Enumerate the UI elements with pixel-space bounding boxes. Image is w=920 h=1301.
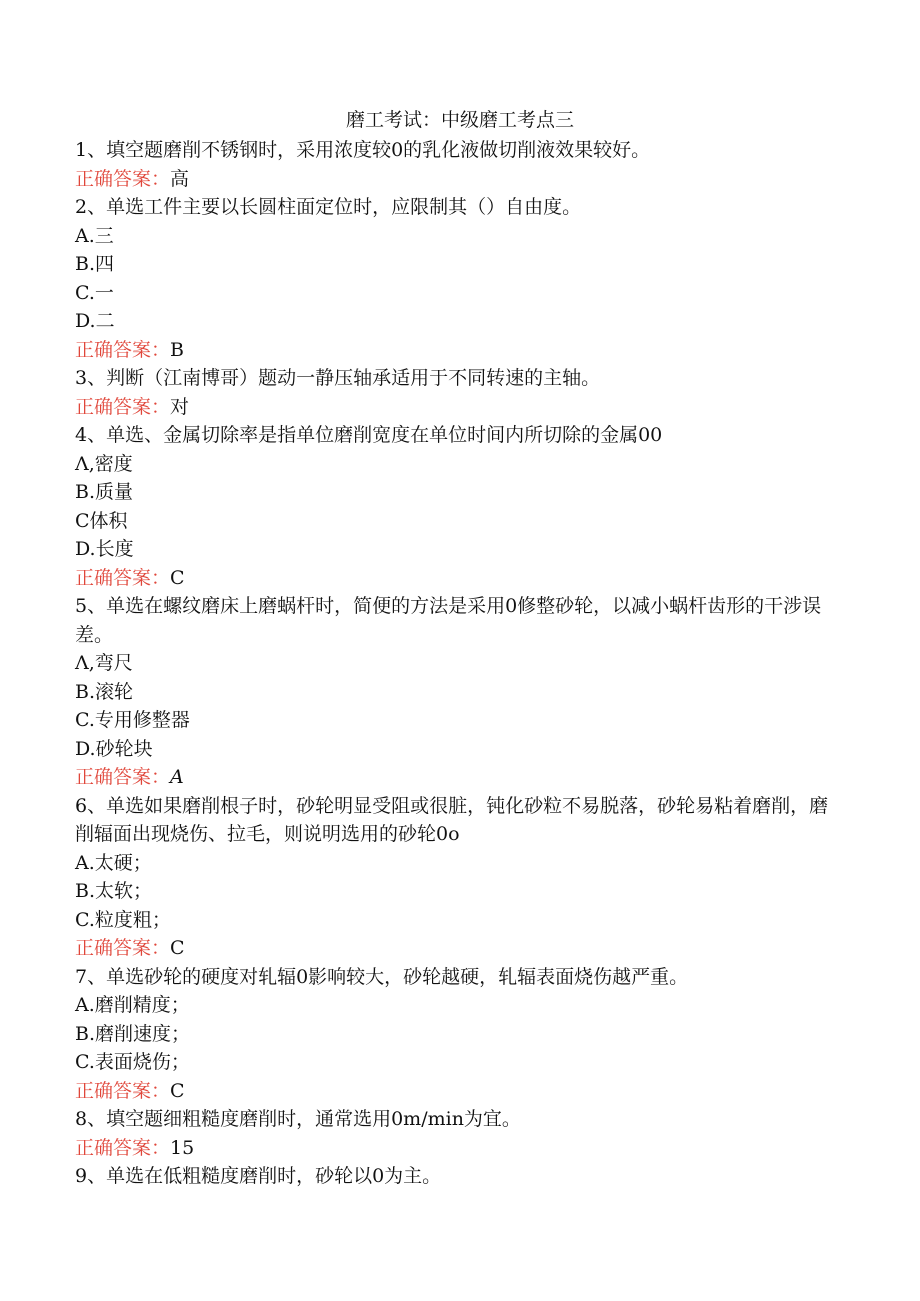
answer-label: 正确答案： <box>75 566 171 589</box>
answer-value: C <box>170 937 185 959</box>
answer-label: 正确答案： <box>75 937 171 959</box>
answer-value: 15 <box>170 1136 195 1159</box>
answer-line <box>75 564 845 593</box>
question-option: A.三 <box>75 224 114 247</box>
answer-value: 高 <box>170 167 190 190</box>
question-option: C.一 <box>75 281 114 304</box>
answer-line <box>75 934 845 963</box>
question-option: B.磨削速度； <box>75 1022 191 1045</box>
answer-value: C <box>170 566 185 589</box>
answer-label: 正确答案： <box>75 395 171 418</box>
answer-label: 正确答案： <box>75 1136 171 1159</box>
answer-label: 正确答案： <box>75 766 171 788</box>
question-option: A.磨削精度； <box>75 994 190 1016</box>
answer-value: B <box>170 338 184 361</box>
answer-label: 正确答案： <box>75 1079 171 1102</box>
question-option: B.滚轮 <box>75 680 134 703</box>
question-option: D.长度 <box>75 538 134 560</box>
answer-line <box>75 763 845 792</box>
question-option: D.二 <box>75 310 115 332</box>
question-stem: 5、单选在螺纹磨床上磨蜗杆时，简便的方法是采用0修整砂轮，以减小蜗杆齿形的干涉误差。 <box>75 595 822 646</box>
answer-value: A <box>170 766 184 788</box>
answer-value: C <box>170 1079 185 1102</box>
question-stem: 6、单选如果磨削根子时，砂轮明显受阻或很脏，钝化砂粒不易脱落，砂轮易粘着磨削，磨削辐面出现烧伤、拉毛，则说明选用的砂轮0o <box>75 794 829 845</box>
question-stem: 8、填空题细粗糙度磨削时，通常选用0m/min为宜。 <box>75 1108 521 1130</box>
question-option: C.专用修整器 <box>75 709 190 731</box>
question-option: B.四 <box>75 253 115 275</box>
answer-label: 正确答案： <box>75 338 171 361</box>
question-option: C体积 <box>75 509 128 532</box>
answer-line <box>75 1134 845 1163</box>
question-stem: 3、判断（江南博哥）题动一静压轴承适用于不同转速的主轴。 <box>75 367 601 389</box>
question-option: A.太硬； <box>75 851 152 874</box>
question-option: B.太软； <box>75 880 153 902</box>
answer-label: 正确答案： <box>75 167 171 190</box>
question-option: D.砂轮块 <box>75 737 153 760</box>
question-option: Λ,密度 <box>75 452 133 475</box>
answer-line <box>75 336 845 365</box>
question-stem: 2、单选工件主要以长圆柱面定位时，应限制其（）自由度。 <box>75 196 582 218</box>
question-stem: 9、单选在低粗糙度磨削时，砂轮以0为主。 <box>75 1165 442 1187</box>
answer-line <box>75 1077 845 1106</box>
question-stem: 4、单选、金属切除率是指单位磨削宽度在单位时间内所切除的金属00 <box>75 424 663 446</box>
question-stem: 1、填空题磨削不锈钢时，采用浓度较0的乳化液做切削液效果较好。 <box>75 139 651 161</box>
document-title: 磨工考试：中级磨工考点三 <box>345 109 574 131</box>
answer-value: 对 <box>170 395 190 418</box>
question-stem: 7、单选砂轮的硬度对轧辐0影响较大，砂轮越硬，轧辐表面烧伤越严重。 <box>75 965 689 988</box>
question-list <box>75 136 845 1191</box>
question-option: Λ,弯尺 <box>75 652 133 674</box>
question-option: C.表面烧伤； <box>75 1051 190 1073</box>
answer-line <box>75 165 845 194</box>
question-option: C.粒度粗； <box>75 908 171 931</box>
question-option: B.质量 <box>75 481 134 503</box>
answer-line <box>75 393 845 422</box>
